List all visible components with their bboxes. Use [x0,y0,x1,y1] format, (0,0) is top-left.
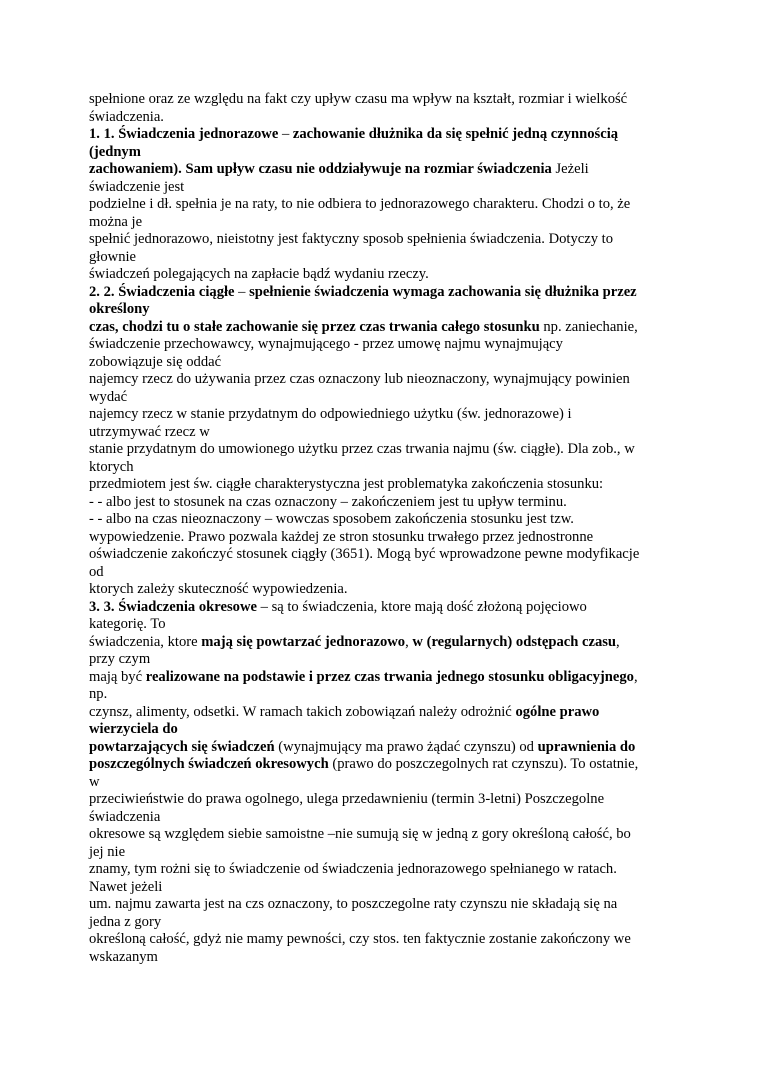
text-line [89,494,689,512]
text-run: np. zaniechanie, [539,318,638,335]
bold-text-run: spełnienie świadczenia wymaga zachowania się dłużnika przez [249,283,637,300]
text-run: mają być [89,668,146,685]
text-line [89,406,689,424]
text-line [89,931,689,949]
text-line [89,144,689,162]
text-line [89,459,689,477]
text-run: określoną całość, gdyż nie mamy pewności, czy stos. ten faktycznie zostanie zakończony we [89,931,631,947]
text-line [89,809,689,827]
text-run: wypowiedzenie. Prawo pozwala każdej ze stron stosunku trwałego przez jednostronne [89,528,594,545]
text-line [89,599,689,617]
text-run: (wynajmujący ma prawo żądać czynszu) od [274,738,538,755]
text-line [89,424,689,442]
text-run: świadczeń polegających na zapłacie bądź wydaniu rzeczy. [89,266,429,282]
text-line [89,476,689,494]
text-run: świadczenie przechowawcy, wynajmującego - przez umowę najmu wynajmujący [89,336,563,352]
text-line [89,319,689,337]
bold-text-run: czas, chodzi tu o stałe zachowanie się przez czas trwania całego stosunku [89,318,540,335]
text-run: spełnić jednorazowo, nieistotny jest faktyczny sposob spełnienia świadczenia. Dotyczy to [89,231,614,247]
text-run: oświadczenie zakończyć stosunek ciągły (3651). Mogą być wprowadzone pewne modyfikacje [89,546,640,562]
text-run: Jeżeli [551,161,589,177]
text-run: spełnione oraz ze względu na fakt czy upływ czasu ma wpływ na kształt, rozmiar i wielkość [89,91,628,107]
text-run: świadczenia [89,808,161,825]
text-run: okresowe są względem siebie samoistne –nie sumują się w jedną z gory określoną całość, bo [89,826,631,842]
bold-text-run: 3. 3. Świadczenia okresowe [89,598,257,615]
text-run: najemcy rzecz do używania przez czas oznaczony lub nieoznaczony, wynajmujący powinien [89,371,630,387]
document-page [89,91,689,966]
text-line [89,529,689,547]
text-run: jej nie [89,843,126,860]
bold-text-run: (jednym [89,143,141,160]
text-run: od [89,563,104,580]
text-line [89,669,689,687]
text-run: przedmiotem jest św. ciągłe charakterystyczna jest problematyka zakończenia stosunku: [89,476,604,492]
text-line [89,266,689,284]
text-line [89,721,689,739]
text-line [89,301,689,319]
text-run: czynsz, alimenty, odsetki. W ramach takich zobowiązań należy odrożnić [89,703,516,720]
text-run: ktorych [89,458,134,475]
text-line [89,91,689,109]
text-line [89,126,689,144]
text-run: np. [89,686,108,702]
bold-text-run: określony [89,301,150,317]
text-line [89,861,689,879]
text-line [89,704,689,722]
text-run: , [405,633,413,650]
text-line [89,214,689,232]
text-line [89,739,689,757]
text-run: podzielne i dł. spełnia je na raty, to nie odbiera to jednorazowego charakteru. Chodzi o to, że [89,196,631,212]
text-line [89,196,689,214]
text-run: - - albo na czas nieoznaczony – wowczas sposobem zakończenia stosunku jest tzw. [89,511,574,527]
text-run: jedna z gory [89,913,162,930]
text-run: świadczenia, ktore [89,633,202,650]
text-run: Nawet jeżeli [89,878,163,895]
bold-text-run: 2. 2. Świadczenia ciągłe [89,283,239,300]
text-line [89,564,689,582]
bold-text-run: zachowaniem). Sam upływ czasu nie oddziaływuje na rozmiar świadczenia [89,161,552,177]
text-run: – [238,283,250,300]
text-run: przeciwieństwie do prawa ogolnego, ulega przedawnieniu (termin 3-letni) Poszczegolne [89,791,605,807]
text-line [89,879,689,897]
text-run: przy czym [89,651,151,667]
text-run: można je [89,213,143,230]
text-run: stanie przydatnym do umowionego użytku przez czas trwania najmu (św. ciągłe). Dla zob., w [89,441,635,457]
text-run: wskazanym [89,948,158,965]
text-line [89,634,689,652]
text-line [89,336,689,354]
text-line [89,949,689,967]
text-run: kategorię. To [89,616,166,632]
text-line [89,354,689,372]
text-run: ktorych zależy skuteczność wypowiedzenia. [89,581,348,597]
bold-text-run: zachowanie dłużnika da się spełnić jedną czynnością [292,126,619,142]
text-line [89,546,689,564]
bold-text-run: w (regularnych) odstępach czasu [412,633,617,650]
text-line [89,511,689,529]
text-line [89,774,689,792]
text-line [89,581,689,599]
text-run: zobowiązuje się oddać [89,353,222,370]
bold-text-run: realizowane na podstawie i przez czas trwania jednego stosunku obligacyjnego [145,668,634,685]
text-line [89,896,689,914]
text-line [89,756,689,774]
bold-text-run: 1. 1. Świadczenia jednorazowe [89,126,282,142]
text-run: , [633,668,638,685]
bold-text-run: mają się powtarzać jednorazowo [201,633,406,650]
text-line [89,231,689,249]
text-run: , [616,633,620,650]
bold-text-run: poszczególnych świadczeń okresowych [89,756,329,772]
text-run: (prawo do poszczegolnych rat czynszu). To ostatnie, [328,756,639,772]
text-run: - - albo jest to stosunek na czas oznaczony – zakończeniem jest tu upływ terminu. [89,493,567,510]
text-run: znamy, tym rożni się to świadczenie od świadczenia jednorazowego spełnianego w ratach. [89,861,617,877]
text-line [89,371,689,389]
text-run: świadczenie jest [89,178,185,195]
text-line [89,686,689,704]
bold-text-run: uprawnienia do [537,738,636,755]
text-line [89,109,689,127]
text-line [89,161,689,179]
text-line [89,441,689,459]
bold-text-run: powtarzających się świadczeń [89,738,275,755]
bold-text-run: ogólne prawo [515,703,600,720]
text-run: wydać [89,388,128,405]
text-run: um. najmu zawarta jest na czs oznaczony, to poszczegolne raty czynszu nie składają się na [89,896,618,912]
text-run: – [281,126,293,142]
text-line [89,616,689,634]
text-run: głownie [89,248,137,265]
text-line [89,249,689,267]
bold-text-run: wierzyciela do [89,721,178,737]
text-line [89,844,689,862]
text-run: świadczenia. [89,108,164,125]
text-line [89,179,689,197]
text-run: najemcy rzecz w stanie przydatnym do odpowiedniego użytku (św. jednorazowe) i [89,406,572,422]
text-line [89,826,689,844]
text-run: utrzymywać rzecz w [89,423,210,440]
text-line [89,651,689,669]
text-run: w [89,773,100,790]
text-line [89,284,689,302]
text-line [89,389,689,407]
text-run: – są to świadczenia, ktore mają dość złożoną pojęciowo [256,598,587,615]
text-line [89,914,689,932]
text-line [89,791,689,809]
